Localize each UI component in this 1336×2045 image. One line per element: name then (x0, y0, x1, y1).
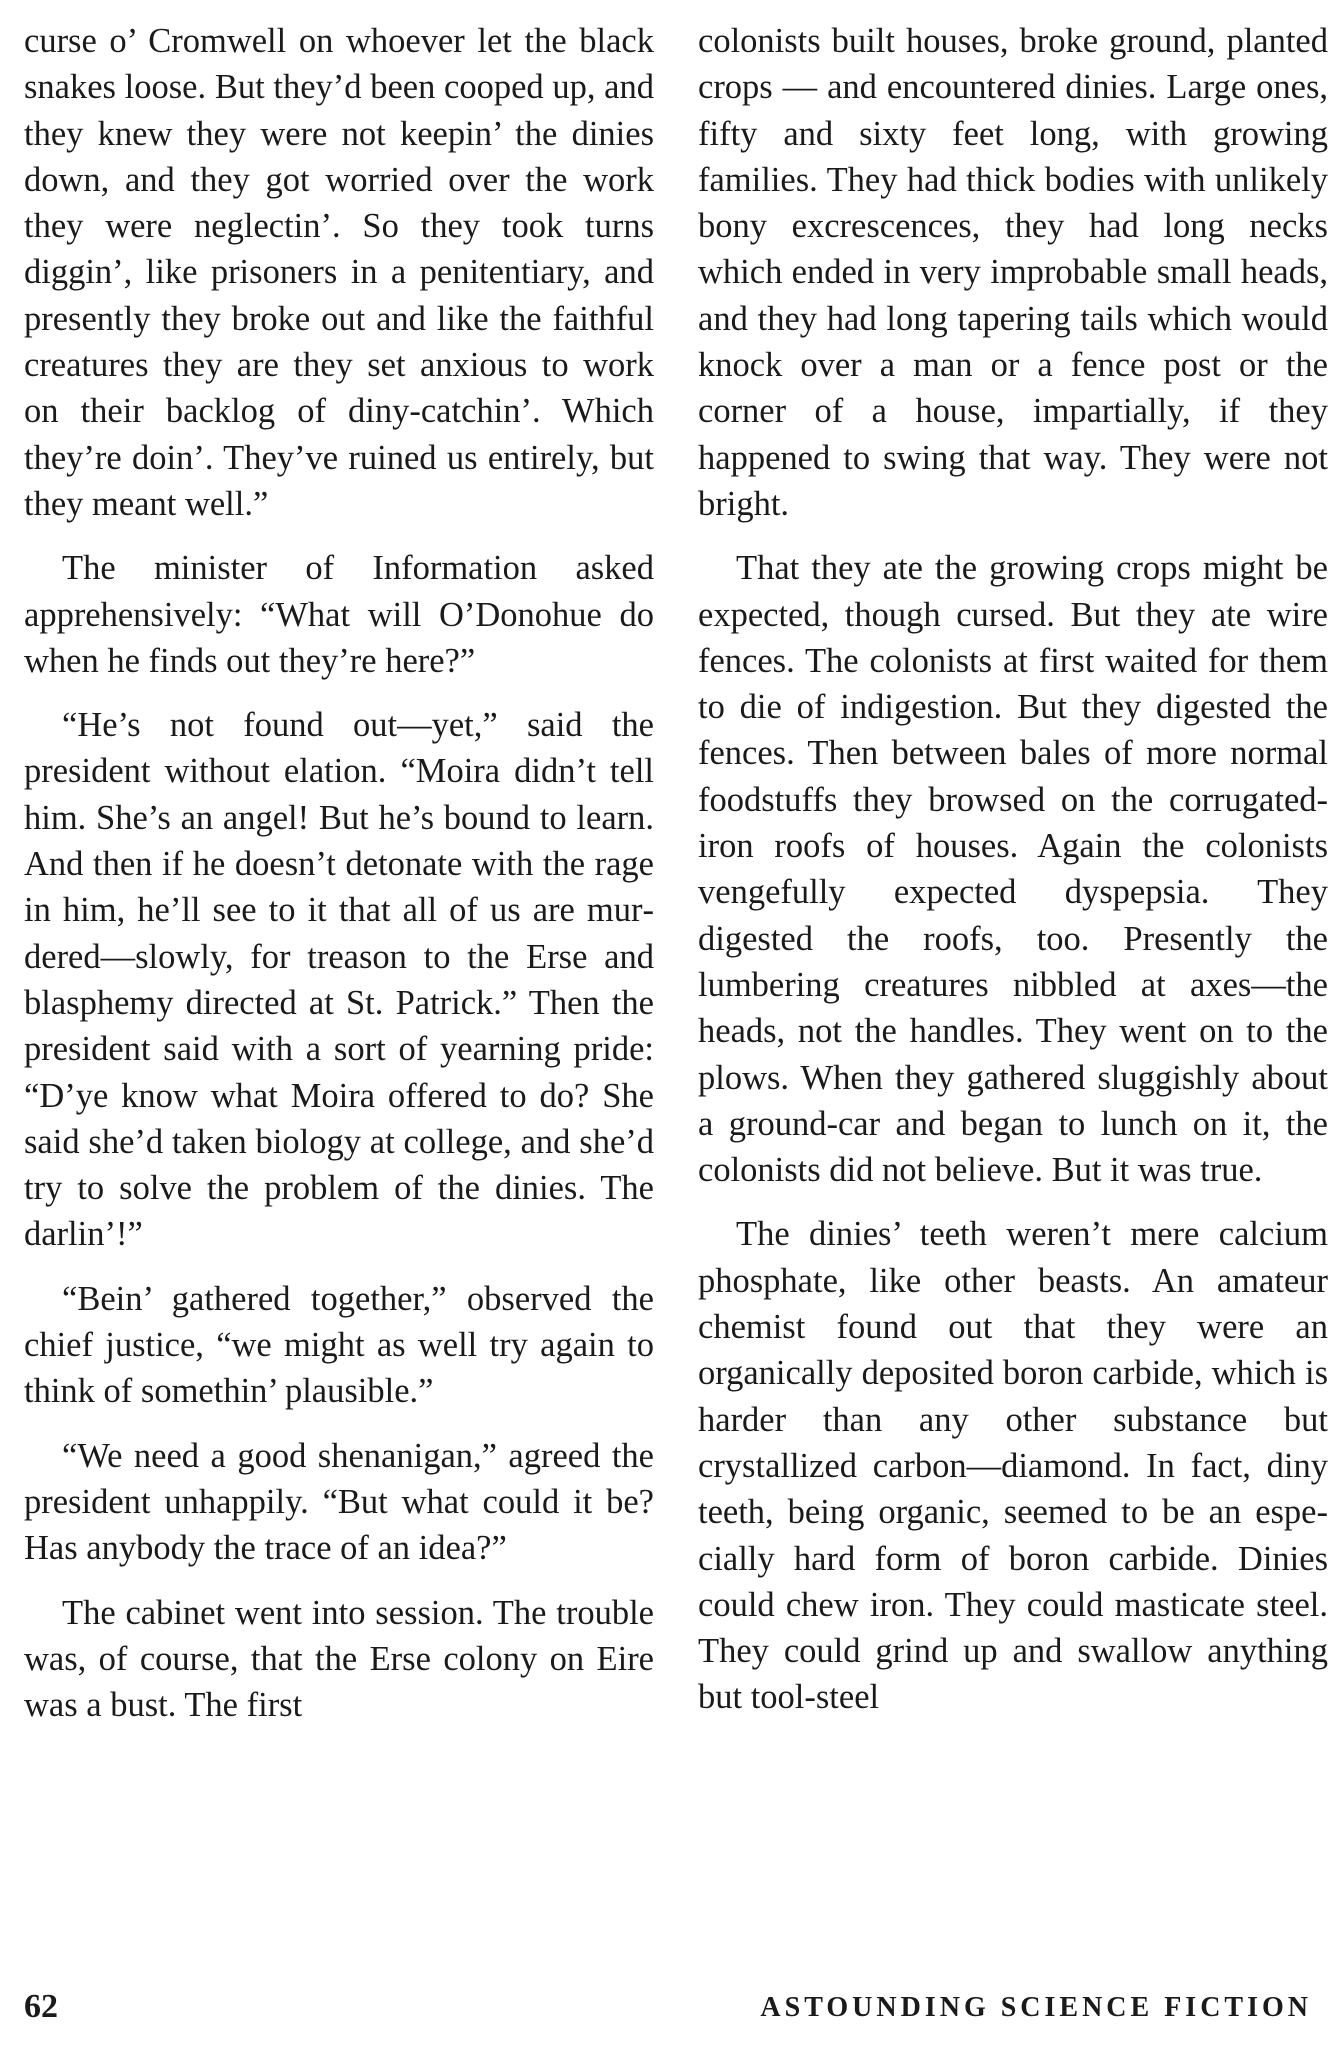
paragraph: “We need a good shenanigan,” agreed the president unhappily. “But what could it be? Has anybody the trace of an idea?” (24, 1436, 654, 1568)
paragraph: The cabinet went into session. The trouble was, of course, that the Erse colony on Eire was a bust. The first (24, 1593, 654, 1725)
paragraph: “Bein’ gathered together,” observed the chief justice, “we might as well try again to think of somethin’ plausible.” (24, 1279, 654, 1411)
paragraph: The minister of Information asked apprehensively: “What will O’Donohue do when he finds out they’re here?” (24, 549, 654, 680)
page-footer (24, 1988, 1312, 2032)
paragraph: The dinies’ teeth weren’t mere calcium phosphate, like other beasts. An amateur chemist found out that they were an organically deposited boron carbide, which is harder than any other substance but crystallized carbon—diamond. In fact, diny teeth, being organic, seemed to be an especially hard form of boron carbide. Dinies could chew iron. They could masticate steel. They could grind up and swallow anything but tool-steel (698, 1215, 1328, 1717)
page-number: 62 (24, 1988, 58, 2025)
paragraph: That they ate the growing crops might be expected, though cursed. But they ate wire fences. The colonists at first waited for them to die of indigestion. But they digested the fences. Then between bales of more normal foodstuffs they browsed on the corrugated-iron roofs of houses. Again the colonists vengefully expected dyspepsia. They digested the roofs, too. Presently the lumbering creatures nibbled at axes—the heads, not the handles. They went on to the plows. When they gathered sluggishly about a ground-car and began to lunch on it, the colonists did not believe. But it was true. (698, 549, 1328, 1190)
paragraph: colonists built houses, broke ground, planted crops — and encountered dinies. Large ones, fifty and sixty feet long, with growing families. They had thick bodies with unlikely bony excrescences, they had long necks which ended in very improbable small heads, and they had long tapering tails which would knock over a man or a fence post or the corner of a house, impartially, if they happened to swing that way. They were not bright. (698, 22, 1328, 523)
paragraph: “He’s not found out—yet,” said the president without elation. “Moira didn’t tell him. She’s an angel! But he’s bound to learn. And then if he doesn’t detonate with the rage in him, he’ll see to it that all of us are murdered—slowly, for treason to the Erse and blasphemy directed at St. Patrick.” Then the president said with a sort of yearning pride: “D’ye know what Moira offered to do? She said she’d taken biology at college, and she’d try to solve the problem of the dinies. The darlin’!” (24, 706, 654, 1254)
right-text-column (698, 18, 1328, 1739)
left-text-column (24, 18, 654, 1746)
running-title: ASTOUNDING SCIENCE FICTION (760, 1992, 1312, 2023)
paragraph: curse o’ Cromwell on whoever let the black snakes loose. But they’d been cooped up, and they knew they were not keepin’ the dinies down, and they got worried over the work they were neglectin’. So they took turns diggin’, like prisoners in a penitentiary, and presently they broke out and like the faithful creatures they are they set anxious to work on their backlog of diny-catchin’. Which they’re doin’. They’ve ruined us entirely, but they meant well.” (24, 22, 654, 523)
